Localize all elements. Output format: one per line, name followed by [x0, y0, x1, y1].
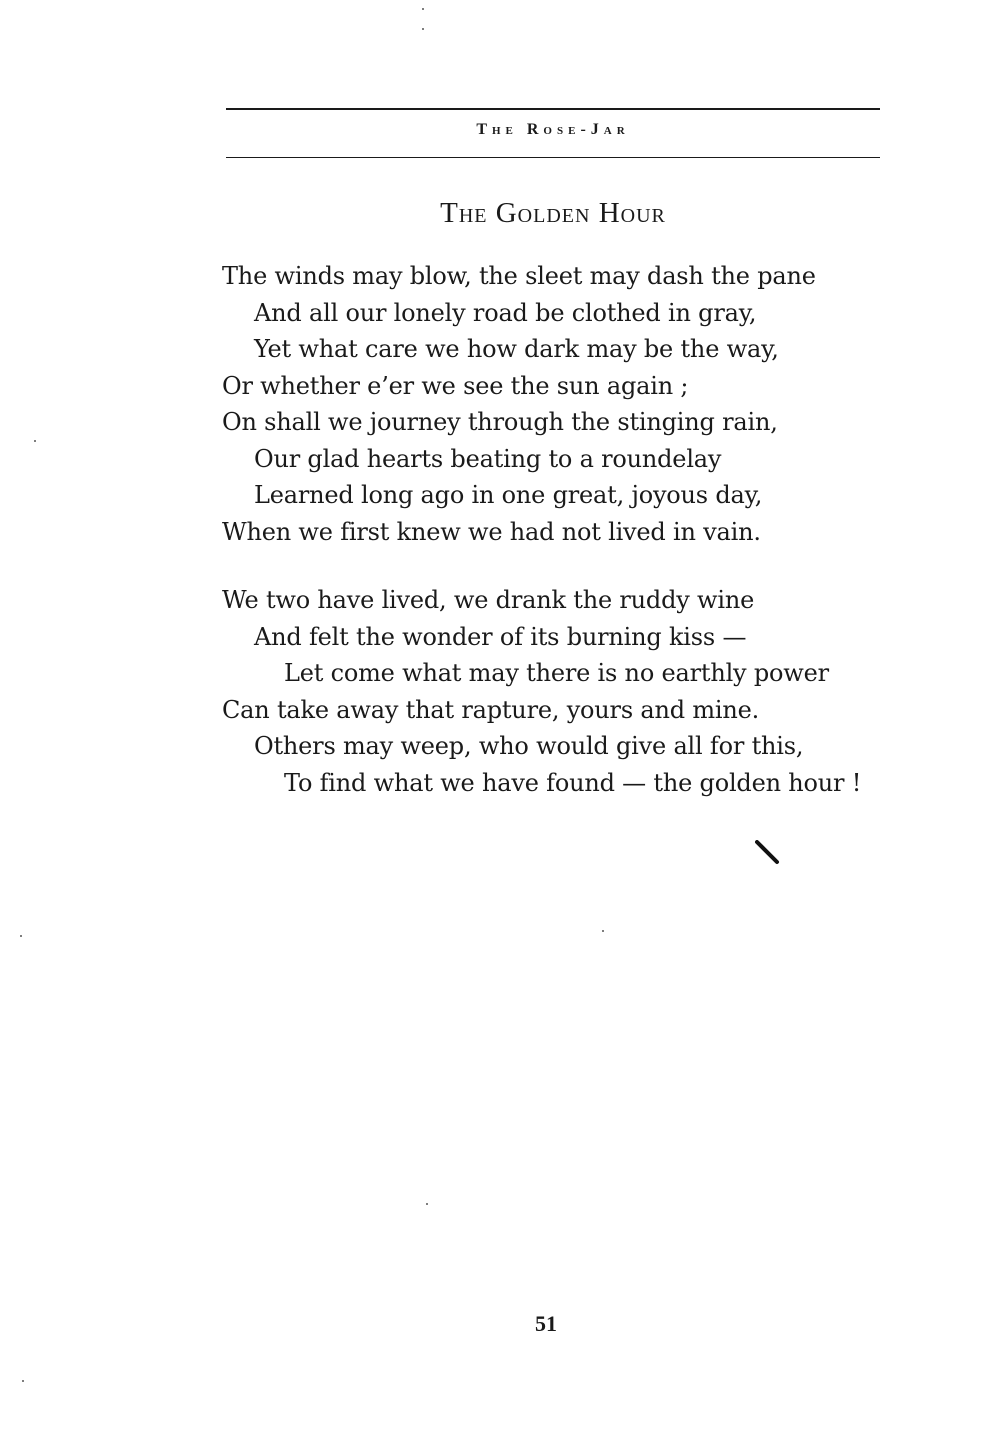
- scan-speck: [422, 28, 424, 30]
- poem-line: Learned long ago in one great, joyous day,: [254, 481, 763, 509]
- stanza-1: [222, 258, 912, 550]
- poem-line: And felt the wonder of its burning kiss —: [254, 622, 747, 651]
- poem-line: Our glad hearts beating to a roundelay: [254, 444, 722, 473]
- poem-line: When we first knew we had not lived in vain.: [222, 517, 761, 546]
- poem-line: Yet what care we how dark may be the way,: [254, 335, 779, 363]
- poem-line: We two have lived, we drank the ruddy wine: [222, 586, 755, 614]
- scan-speck: [22, 1380, 24, 1382]
- header-rule-top: [226, 108, 880, 110]
- poem-line: On shall we journey through the stinging rain,: [222, 408, 778, 436]
- stanza-break: [222, 550, 912, 582]
- poem-line: Let come what may there is no earthly power: [284, 659, 829, 687]
- header-rule-bottom: [226, 157, 880, 158]
- poem-line: And all our lonely road be clothed in gray,: [254, 298, 757, 327]
- scan-speck: [34, 440, 36, 442]
- stanza-2: [222, 582, 912, 801]
- scan-speck: [602, 930, 604, 932]
- scan-speck: [426, 1203, 428, 1205]
- poem-body: [222, 258, 912, 801]
- running-head: The Rose-Jar: [476, 121, 630, 138]
- page-number: 51: [535, 1311, 557, 1336]
- poem-title: The Golden Hour: [440, 197, 666, 229]
- poem-line: To find what we have found — the golden hour !: [284, 768, 862, 797]
- scan-speck: [20, 935, 22, 937]
- ink-mark: [755, 840, 781, 866]
- poem-line: Or whether e’er we see the sun again ;: [222, 371, 689, 400]
- poem-line: Can take away that rapture, yours and mine.: [222, 695, 760, 724]
- poem-line: The winds may blow, the sleet may dash the pane: [222, 262, 816, 290]
- scan-speck: [422, 8, 424, 10]
- poem-line: Others may weep, who would give all for this,: [254, 732, 804, 760]
